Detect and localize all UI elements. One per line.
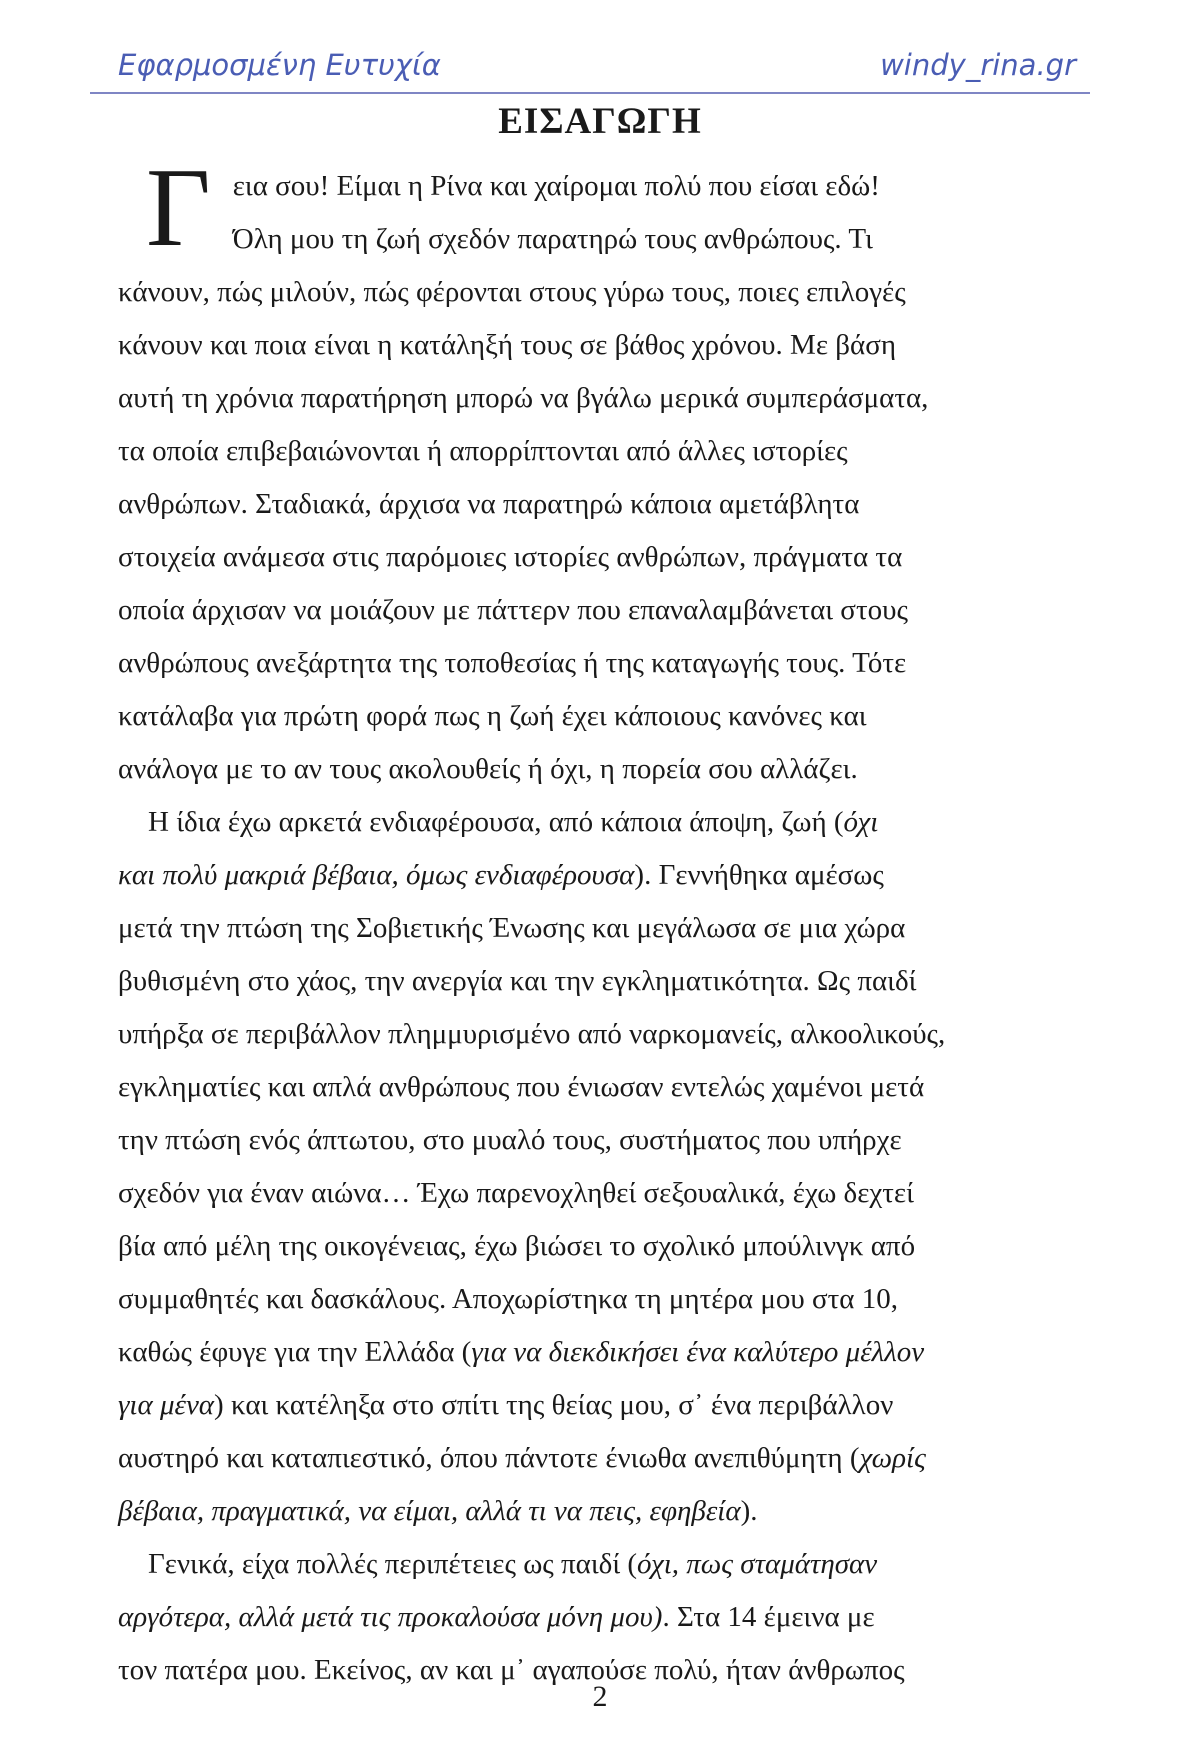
text-line: Η ίδια έχω αρκετά ενδιαφέρουσα, από κάποια άποψη, ζωή (όχι [148, 806, 879, 838]
text-line: οποία άρχισαν να μοιάζουν με πάττερν που επαναλαμβάνεται στους [118, 594, 908, 626]
text-line: αυστηρό και καταπιεστικό, όπου πάντοτε ένιωθα ανεπιθύμητη (χωρίς [118, 1442, 926, 1474]
paragraph-1 [118, 146, 1078, 796]
text-line: τον πατέρα μου. Εκείνος, αν και μ᾽ αγαπούσε πολύ, ήταν άνθρωπος [118, 1654, 905, 1686]
text-line: τα οποία επιβεβαιώνονται ή απορρίπτονται από άλλες ιστορίες [118, 435, 848, 467]
text-line: την πτώση ενός άπτωτου, στο μυαλό τους, συστήματος που υπήρχε [118, 1124, 902, 1156]
chapter-title: ΕΙΣΑΓΩΓΗ [498, 101, 702, 142]
text-line: υπήρξα σε περιβάλλον πλημμυρισμένο από ναρκομανείς, αλκοολικούς, [118, 1018, 946, 1050]
text-line: αυτή τη χρόνια παρατήρηση μπορώ να βγάλω μερικά συμπεράσματα, [118, 382, 929, 414]
text-line: ανάλογα με το αν τους ακολουθείς ή όχι, η πορεία σου αλλάζει. [118, 753, 858, 785]
text-line: εια σου! Είμαι η Ρίνα και χαίρομαι πολύ που είσαι εδώ! [232, 170, 880, 202]
text-line: καθώς έφυγε για την Ελλάδα (για να διεκδικήσει ένα καλύτερο μέλλον [118, 1336, 925, 1368]
text-line: στοιχεία ανάμεσα στις παρόμοιες ιστορίες ανθρώπων, πράγματα τα [118, 541, 903, 573]
body-text [118, 146, 1078, 1697]
text-line: κάνουν, πώς μιλούν, πώς φέρονται στους γύρω τους, ποιες επιλογές [118, 276, 906, 308]
text-line: κάνουν και ποια είναι η κατάληξή τους σε βάθος χρόνου. Με βάση [118, 329, 897, 361]
text-line: και πολύ μακριά βέβαια, όμως ενδιαφέρουσα). Γεννήθηκα αμέσως [118, 859, 884, 891]
header-book-title: Εφαρμοσμένη Ευτυχία [118, 48, 441, 82]
paragraph-2 [118, 796, 1078, 1538]
text-line: για μένα) και κατέληξα στο σπίτι της θείας μου, σ᾽ ένα περιβάλλον [118, 1389, 894, 1421]
page-number: 2 [592, 1680, 608, 1713]
text-line: βέβαια, πραγματικά, να είμαι, αλλά τι να πεις, εφηβεία). [118, 1495, 758, 1527]
text-line: βία από μέλη της οικογένειας, έχω βιώσει το σχολικό μπούλινγκ από [118, 1230, 916, 1262]
header-website: windy_rina.gr [880, 48, 1076, 82]
text-line: σχεδόν για έναν αιώνα… Έχω παρενοχληθεί σεξουαλικά, έχω δεχτεί [118, 1177, 914, 1209]
text-line: ανθρώπους ανεξάρτητα της τοποθεσίας ή της καταγωγής τους. Τότε [118, 647, 907, 679]
drop-cap: Γ [146, 146, 211, 270]
paragraph-3 [118, 1538, 1078, 1697]
text-line: κατάλαβα για πρώτη φορά πως η ζωή έχει κάποιους κανόνες και [118, 700, 867, 732]
text-line: Όλη μου τη ζωή σχεδόν παρατηρώ τους ανθρώπους. Τι [232, 223, 873, 255]
running-header [90, 42, 1090, 94]
text-line: ανθρώπων. Σταδιακά, άρχισα να παρατηρώ κάποια αμετάβλητα [118, 488, 860, 520]
text-line: εγκληματίες και απλά ανθρώπους που ένιωσαν εντελώς χαμένοι μετά [118, 1071, 925, 1103]
text-line: μετά την πτώση της Σοβιετικής Ένωσης και μεγάλωσα σε μια χώρα [118, 912, 906, 944]
text-line: συμμαθητές και δασκάλους. Αποχωρίστηκα τη μητέρα μου στα 10, [118, 1283, 898, 1315]
text-line: αργότερα, αλλά μετά τις προκαλούσα μόνη μου). Στα 14 έμεινα με [118, 1601, 875, 1633]
text-line: βυθισμένη στο χάος, την ανεργία και την εγκληματικότητα. Ως παιδί [118, 965, 917, 997]
text-line: Γενικά, είχα πολλές περιπέτειες ως παιδί (όχι, πως σταμάτησαν [148, 1548, 878, 1580]
